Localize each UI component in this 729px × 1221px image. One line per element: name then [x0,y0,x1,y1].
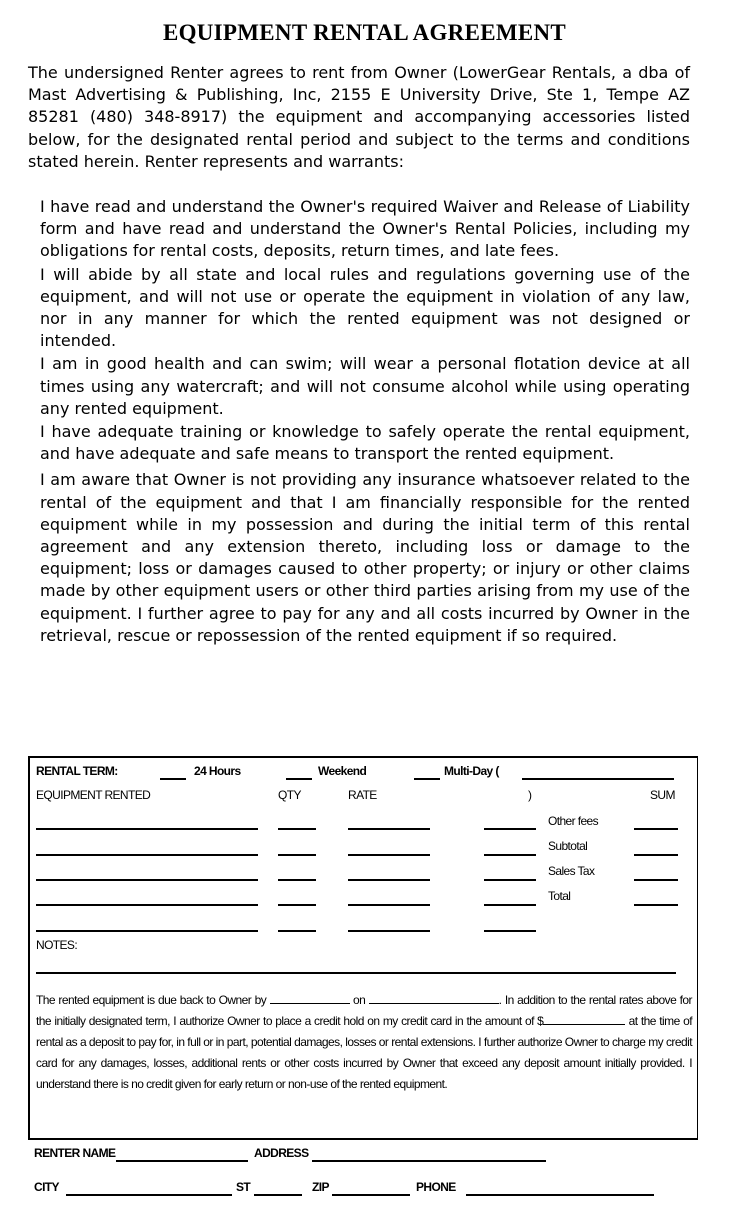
due-back-time-field[interactable] [270,992,350,1004]
qty-header: QTY [278,788,301,802]
rental-term-weekend-blank[interactable] [286,778,312,780]
amount-field-1[interactable] [484,828,536,830]
clause-health: I am in good health and can swim; will wear a personal flotation device at all times using any watercraft; and will not consume alcohol while using operating any rented equipment. [40,354,690,418]
amount-field-3[interactable] [484,879,536,881]
rate-field-4[interactable] [348,904,430,906]
amount-field-2[interactable] [484,854,536,856]
rate-field-5[interactable] [348,930,430,932]
qty-field-5[interactable] [278,930,316,932]
zip-label: ZIP [312,1180,329,1194]
rate-field-1[interactable] [348,828,430,830]
clause-insurance: I am aware that Owner is not providing any insurance whatsoever related to the rental of the equipment and that I am financially responsible for the rented equipment while in my possession and during the initial term of this rental agreement and any extension thereto, including loss or damage to the equipment; loss or damages caused to other property; or injury or other claims made by other equipment users or other third parties arising from my use of the equipment. I further agree to pay for any and all costs incurred by Owner in the retrieval, rescue or repossession of the rented equipment if so required. [40,470,690,645]
deposit-terms-text: at the time of rental as a deposit to pay for, in full or in part, potential damages, losses or rental extensions. I further authorize Owner to charge my credit card for any damages, losses, additional rents or other costs incurred by Owner that exceed any deposit amount initially provided. I understand there is no credit given for early return or non-use of the rented equipment. [36,1014,692,1091]
qty-field-2[interactable] [278,854,316,856]
rental-term-label: RENTAL TERM: [36,764,118,778]
phone-label: PHONE [416,1180,456,1194]
sales-tax-label: Sales Tax [548,864,595,878]
qty-field-4[interactable] [278,904,316,906]
phone-field[interactable] [466,1194,654,1196]
rental-term-24-hours: 24 Hours [194,764,241,778]
state-field[interactable] [254,1194,302,1196]
notes-label: NOTES: [36,938,78,952]
clause-rules: I will abide by all state and local rules and regulations governing use of the equipment, and will not use or operate the equipment in violation of any law, nor in any manner for which the rented equipment was not designed or intended. [40,264,690,351]
total-label: Total [548,889,571,903]
amount-field-5[interactable] [484,930,536,932]
equipment-field-4[interactable] [36,904,258,906]
sum-header: SUM [650,788,675,802]
equipment-field-3[interactable] [36,879,258,881]
address-label: ADDRESS [254,1146,309,1160]
paren-close: ) [528,788,532,802]
qty-field-1[interactable] [278,828,316,830]
multi-day-dates-field[interactable] [522,778,674,780]
credit-hold-text: . In addition to the rental rates above for the initially designated term, I authorize Owner to place a credit hold on my credit card in the amount of $ [36,993,693,1028]
clause-training: I have adequate training or knowledge to safely operate the rental equipment, and have adequate and safe means to transport the rented equipment. [40,422,690,464]
rental-term-multi-day: Multi-Day ( [444,764,499,778]
rental-term-multi-blank[interactable] [414,778,440,780]
renter-name-field[interactable] [116,1160,248,1162]
renter-name-label: RENTER NAME [34,1146,116,1160]
total-field[interactable] [634,904,678,906]
warranty-clauses [40,196,690,648]
equipment-field-1[interactable] [36,828,258,830]
clause-waiver: I have read and understand the Owner's required Waiver and Release of Liability form and have read and understand the Owner's Rental Policies, including my obligations for rental costs, deposits, return times, and late fees. [40,197,690,261]
on-text: on [352,993,366,1007]
deposit-terms-paragraph [36,990,692,1095]
document-title: EQUIPMENT RENTAL AGREEMENT [162,20,567,45]
rental-term-weekend: Weekend [318,764,367,778]
rate-header: RATE [348,788,377,802]
rental-form-box [28,756,698,1140]
address-field[interactable] [312,1160,546,1162]
rate-field-2[interactable] [348,854,430,856]
rate-field-3[interactable] [348,879,430,881]
due-back-text: The rented equipment is due back to Owner by [36,993,267,1007]
notes-field[interactable] [36,972,676,974]
deposit-amount-field[interactable] [543,1013,625,1025]
qty-field-3[interactable] [278,879,316,881]
equipment-rented-header: EQUIPMENT RENTED [36,788,151,802]
city-label: CITY [34,1180,59,1194]
rental-term-24-blank[interactable] [160,778,186,780]
sales-tax-field[interactable] [634,879,678,881]
amount-field-4[interactable] [484,904,536,906]
city-field[interactable] [66,1194,232,1196]
equipment-field-2[interactable] [36,854,258,856]
state-label: ST [236,1180,251,1194]
subtotal-label: Subtotal [548,839,588,853]
other-fees-field[interactable] [634,828,678,830]
other-fees-label: Other fees [548,814,599,828]
subtotal-field[interactable] [634,854,678,856]
intro-paragraph: The undersigned Renter agrees to rent from Owner (LowerGear Rentals, a dba of Mast Advertising & Publishing, Inc, 2155 E University Drive, Ste 1, Tempe AZ 85281 (480) 348-8917) the equipment and accompanying accessories listed below, for the designated rental period and subject to the terms and conditions stated herein. Renter represents and warrants: [28,63,690,171]
due-back-date-field[interactable] [369,992,499,1004]
zip-field[interactable] [332,1194,410,1196]
equipment-field-5[interactable] [36,930,258,932]
